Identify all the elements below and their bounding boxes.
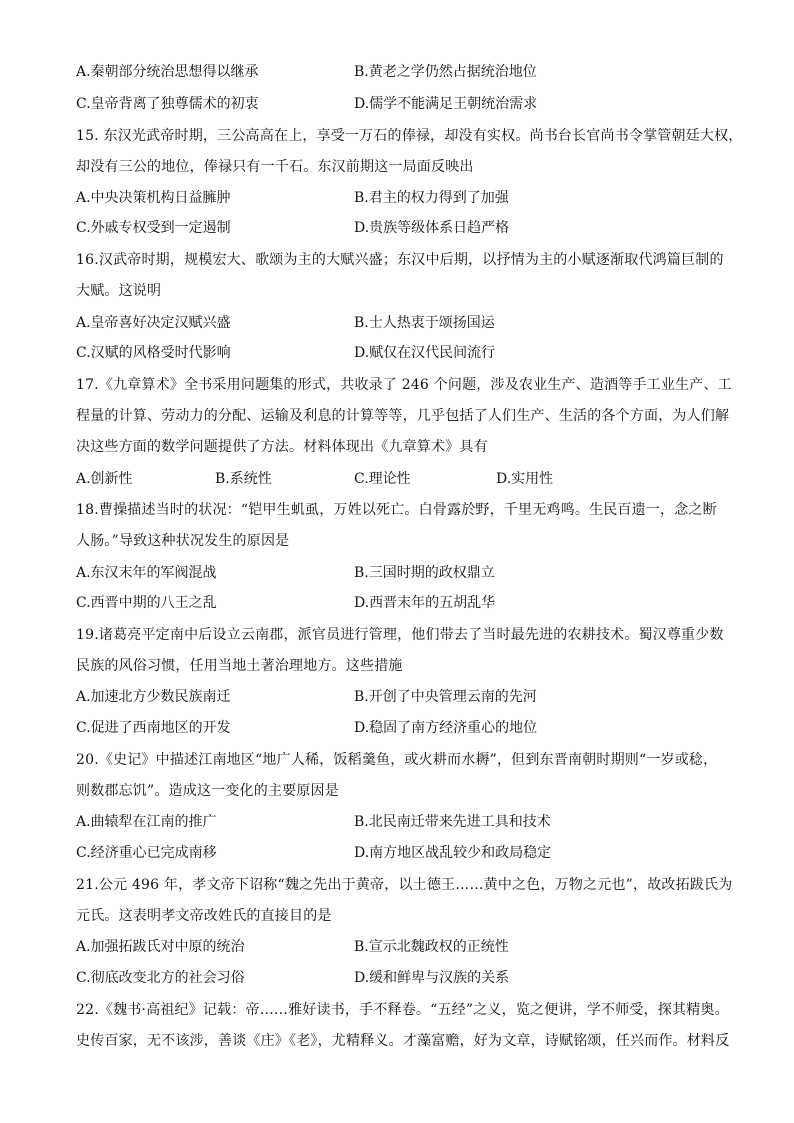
q15-stem-line-2: 却没有三公的地位，俸禄只有一千石。东汉前期这一局面反映出 (76, 159, 474, 175)
q15-option-b: B.君主的权力得到了加强 (354, 190, 509, 206)
q16-stem-line-1: 16.汉武帝时期，规模宏大、歌颂为主的大赋兴盛；东汉中后期，以抒情为主的小赋逐渐取代鸿篇巨制的 (76, 252, 724, 268)
q16-stem-line-2: 大赋。这说明 (76, 283, 162, 299)
q20-option-a: A.曲辕犁在江南的推广 (76, 814, 217, 830)
q19-option-b: B.开创了中央管理云南的先河 (354, 689, 537, 705)
q15-stem-line-1: 15. 东汉光武帝时期，三公高高在上，享受一万石的俸禄，却没有实权。尚书台长官尚书令掌管朝廷大权， (76, 128, 743, 144)
q17-stem-line-2: 程量的计算、劳动力的分配、运输及利息的计算等等，几乎包括了人们生产、生活的各个方面，为人们解 (76, 408, 730, 424)
q20-option-d: D.南方地区战乱较少和政局稳定 (354, 845, 552, 861)
q21-option-c: C.彻底改变北方的社会习俗 (76, 970, 245, 986)
q15-option-c: C.外戚专权受到一定遏制 (76, 220, 231, 236)
q14-option-c: C.皇帝背离了独尊儒术的初衷 (76, 96, 259, 112)
q17-option-a: A.创新性 (76, 471, 133, 487)
q21-stem-line-1: 21.公元 496 年，孝文帝下诏称“魏之先出于黄帝，以土德王……黄中之色，万物之元也”，故改拓跋氏为 (76, 877, 733, 893)
q14-option-a: A.秦朝部分统治思想得以继承 (76, 64, 259, 80)
q15-option-d: D.贵族等级体系日趋严格 (354, 220, 510, 236)
q17-stem-line-3: 决这些方面的数学问题提供了方法。材料体现出《九章算术》具有 (76, 439, 488, 455)
q16-option-a: A.皇帝喜好决定汉赋兴盛 (76, 315, 231, 331)
q18-option-a: A.东汉末年的军阀混战 (76, 565, 217, 581)
q22-stem-line-2: 史传百家，无不该涉，善谈《庄》《老》，尤精释义。才藻富赡，好为文章，诗赋铭颂，任兴而作。材料反 (76, 1033, 730, 1049)
q21-option-d: D.缓和鲜卑与汉族的关系 (354, 970, 510, 986)
q20-stem-line-2: 则数郡忘饥”。造成这一变化的主要原因是 (76, 783, 339, 799)
q18-stem-line-1: 18.曹操描述当时的状况：“铠甲生虮虱，万姓以死亡。白骨露於野，千里无鸡鸣。生民百遗一，念之断 (76, 502, 717, 518)
q19-option-c: C.促进了西南地区的开发 (76, 720, 231, 736)
q17-option-b: B.系统性 (215, 471, 272, 487)
q16-option-c: C.汉赋的风格受时代影响 (76, 345, 231, 361)
q15-option-a: A.中央决策机构日益臃肿 (76, 190, 231, 206)
q21-option-b: B.宣示北魏政权的正统性 (354, 939, 509, 955)
q18-option-d: D.西晋末年的五胡乱华 (354, 595, 496, 611)
q19-option-a: A.加速北方少数民族南迁 (76, 689, 231, 705)
q22-stem-line-1: 22.《魏书·高祖纪》记载：帝……雅好读书，手不释卷。“五经”之义，览之便讲，学不师受，探其精奥。 (76, 1002, 729, 1018)
q14-option-d: D.儒学不能满足王朝统治需求 (354, 96, 538, 112)
q17-option-c: C.理论性 (354, 471, 411, 487)
q21-option-a: A.加强拓跋氏对中原的统治 (76, 939, 245, 955)
q19-stem-line-2: 民族的风俗习惯，任用当地土著治理地方。这些措施 (76, 658, 403, 674)
q19-stem-line-1: 19.诸葛亮平定南中后设立云南郡，派官员进行管理，他们带去了当时最先进的农耕技术。蜀汉尊重少数 (76, 627, 724, 643)
q14-option-b: B.黄老之学仍然占据统治地位 (354, 64, 537, 80)
q19-option-d: D.稳固了南方经济重心的地位 (354, 720, 538, 736)
q20-option-b: B.北民南迁带来先进工具和技术 (354, 814, 551, 830)
q18-option-c: C.西晋中期的八王之乱 (76, 595, 217, 611)
q17-option-d: D.实用性 (496, 471, 554, 487)
q16-option-d: D.赋仅在汉代民间流行 (354, 345, 496, 361)
q21-stem-line-2: 元氏。这表明孝文帝改姓氏的直接目的是 (76, 908, 332, 924)
q20-stem-line-1: 20.《史记》中描述江南地区“地广人稀，饭稻羹鱼，或火耕而水耨”，但到东晋南朝时期则“一岁或稔， (76, 752, 718, 768)
q20-option-c: C.经济重心已完成南移 (76, 845, 217, 861)
q18-option-b: B.三国时期的政权鼎立 (354, 565, 495, 581)
q17-stem-line-1: 17.《九章算术》全书采用问题集的形式，共收录了 246 个问题，涉及农业生产、造酒等手工业生产、工 (76, 377, 732, 393)
q18-stem-line-2: 人肠。”导致这种状况发生的原因是 (76, 533, 290, 549)
q16-option-b: B.士人热衷于颂扬国运 (354, 315, 495, 331)
